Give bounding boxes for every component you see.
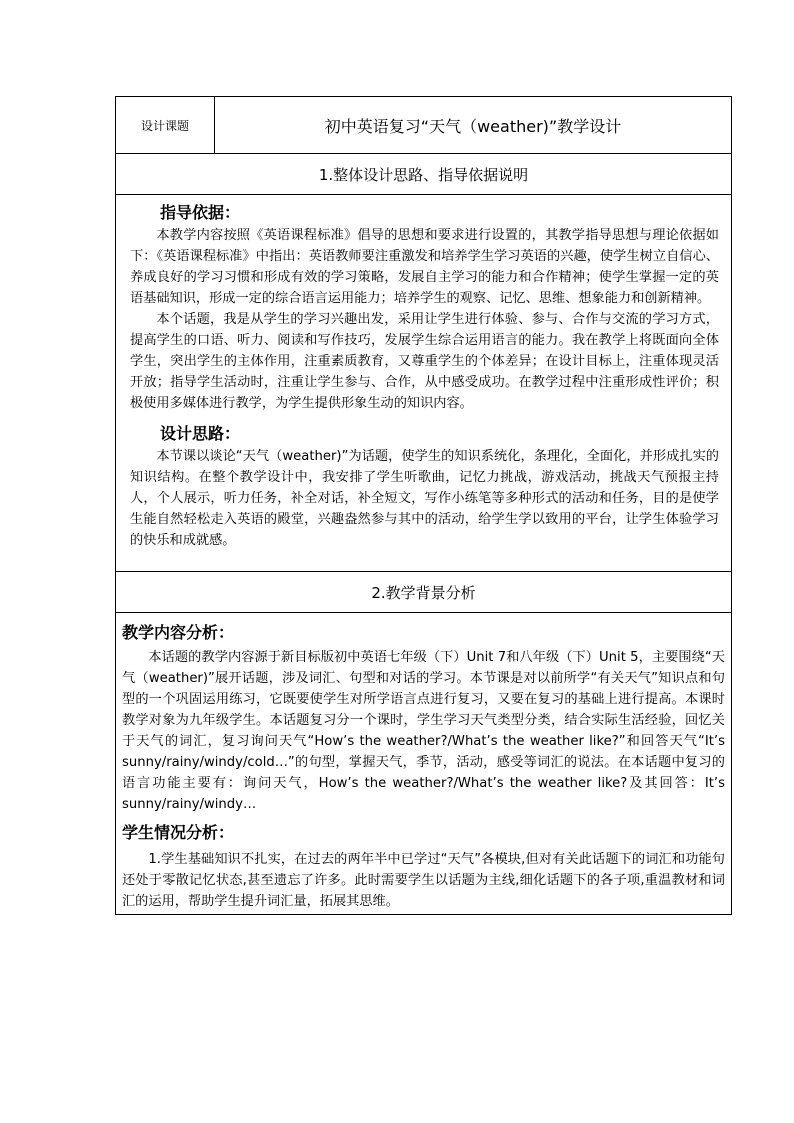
guidance-title: 指导依据： [160,203,241,222]
section1-content [116,195,731,571]
section1-body [116,195,732,572]
content-analysis-title: 教学内容分析： [122,623,235,642]
topic-label: 设计课题 [116,97,215,154]
header-row [116,97,732,154]
guidance-paragraph-1: 本教学内容按照《英语课程标准》倡导的思想和要求进行设置的，其教学指导思想与理论依据如下：《英语课程标准》中指出：英语教师要注重激发和培养学生学习英语的兴趣，使学生树立自信心、养成良好的学习习惯和形成有效的学习策略，发展自主学习的能力和合作精神；使学生掌握一定的英语基础知识，形成一定的综合语言运用能力；培养学生的观察、记忆、思维、想象能力和创新精神。 [130,228,719,306]
section1-body-row [116,195,732,572]
lesson-plan-table [115,96,732,915]
section2-body [116,613,732,915]
section2-content [116,613,731,914]
guidance-paragraph-2: 本个话题，我是从学生的学习兴趣出发，采用让学生进行体验、参与、合作与交流的学习方式，提高学生的口语、听力、阅读和写作技巧，发展学生综合运用语言的能力。我在教学上将既面向全体学生，突出学生的主体作用，注重素质教育，又尊重学生的个体差异；在设计目标上，注重体现灵活开放；指导学生活动时，注重让学生参与、合作，从中感受成功。在教学过程中注重形成性评价；积极使用多媒体进行教学，为学生提供形象生动的知识内容。 [130,312,719,411]
content-analysis-paragraph-1: 本话题的教学内容源于新目标版初中英语七年级（下）Unit 7和八年级（下）Unit 5，主要围绕“天气（weather)”展开话题，涉及词汇、句型和对话的学习。本节课是对以前所学“有关天气”知识点和句型的一个巩固运用练习，它既要使学生对所学语言点进行复习，又要在复习的基础上进行提高。本课时教学对象为九年级学生。本话题复习分一个课时，学生学习天气类型分类，结合实际生活经验，回忆关于天气的词汇，复习询问天气“How’s the weather?/What’s the weather like?”和回答天气“It’s sunny/rainy/windy/cold…”的句型，掌握天气，季节，活动，感受等词汇的说法。在本话题中复习的语言功能主要有：询问天气，How’s the weather?/What’s the weather like?及其回答：It’s sunny/rainy/windy… [122,650,725,812]
section2-heading-row [116,572,732,613]
section2-heading: 2.教学背景分析 [116,572,732,613]
section2-body-row [116,613,732,915]
section1-heading: 1.整体设计思路、指导依据说明 [116,154,732,195]
section1-heading-row [116,154,732,195]
topic-title: 初中英语复习“天气（weather)”教学设计 [215,97,732,154]
design-title: 设计思路： [160,424,241,443]
student-analysis-paragraph-1: 1.学生基础知识不扎实，在过去的两年半中已学过“天气”各模块,但对有关此话题下的词汇和功能句还处于零散记忆状态,甚至遗忘了许多。此时需要学生以话题为主线,细化话题下的各子项,重温教材和词汇的运用，帮助学生提升词汇量，拓展其思维。 [122,852,725,909]
student-analysis-title: 学生情况分析： [122,823,235,842]
design-paragraph-1: 本节课以谈论“天气（weather)”为话题，使学生的知识系统化，条理化，全面化，并形成扎实的知识结构。在整个教学设计中，我安排了学生听歌曲，记忆力挑战，游戏活动，挑战天气预报主持人，个人展示，听力任务，补全对话，补全短文，写作小练笔等多种形式的活动和任务，目的是使学生能自然轻松走入英语的殿堂，兴趣盎然参与其中的活动，给学生学以致用的平台，让学生体验学习的快乐和成就感。 [130,449,719,548]
